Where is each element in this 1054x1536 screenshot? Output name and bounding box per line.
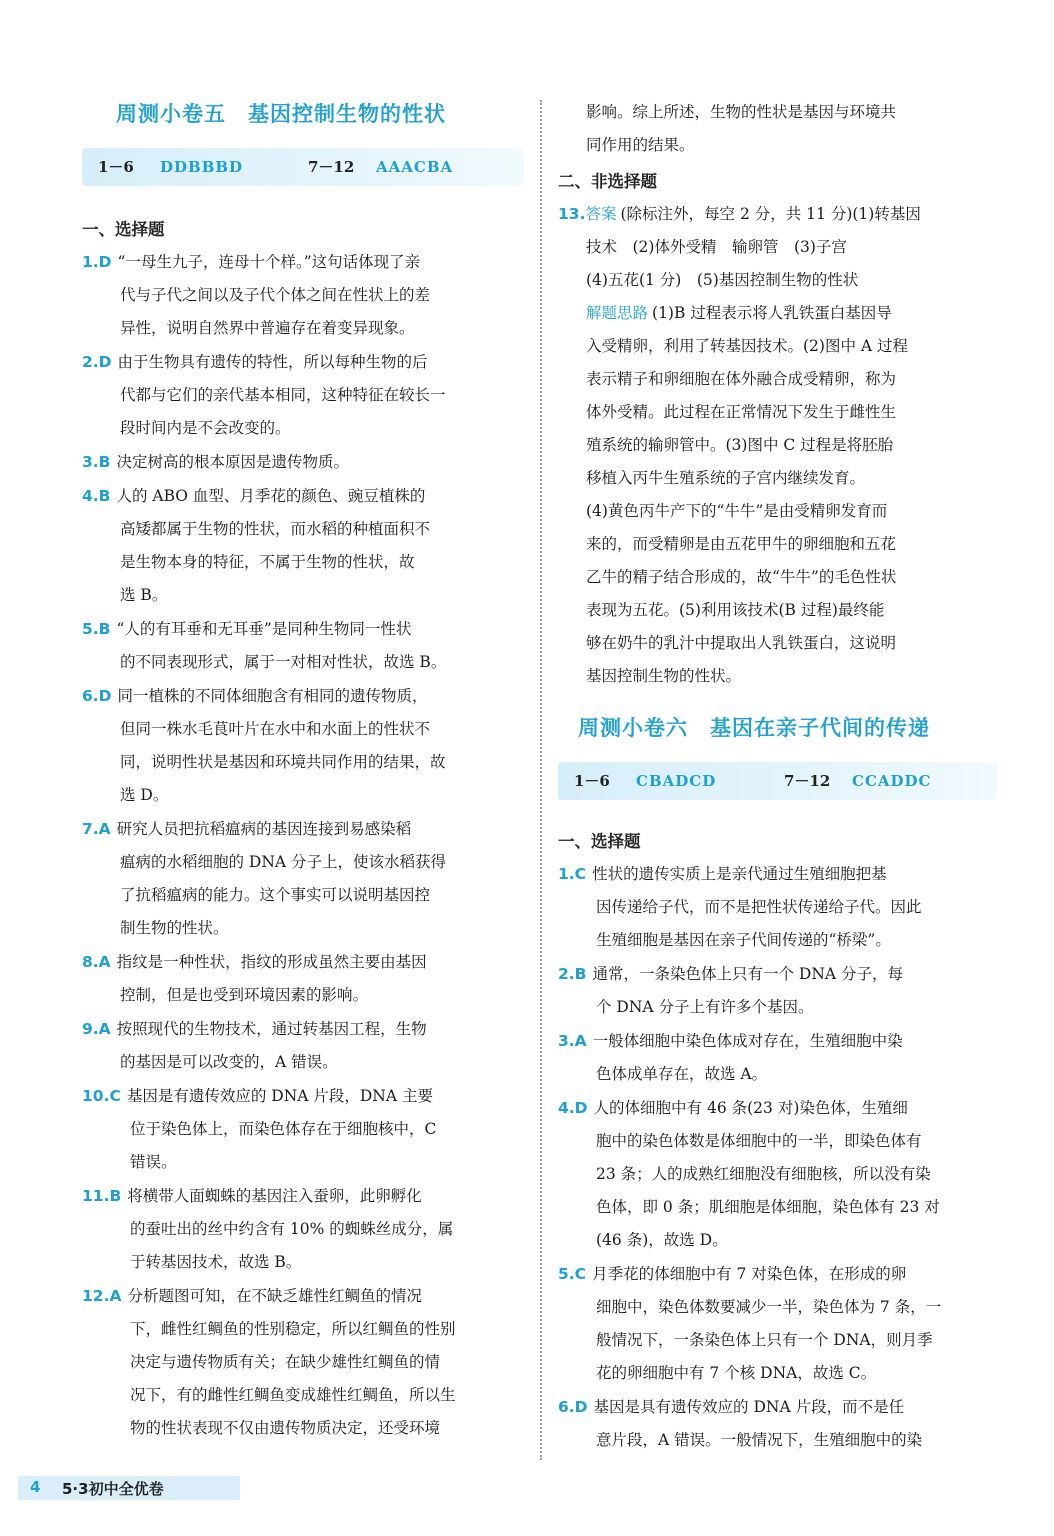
text-line: (4)五花(1 分) (5)基因控制生物的性状	[586, 271, 859, 289]
text-line: 般情况下，一条染色体上只有一个 DNA，则月季	[596, 1331, 933, 1349]
question-number: 5.C	[558, 1265, 587, 1283]
text-seg: 人的 ABO 血型、月季花的颜色、豌豆植株的	[116, 487, 426, 505]
text-line: 技术 (2)体外受精 输卵管 (3)子宫	[586, 238, 847, 256]
text-line	[558, 1092, 1000, 1125]
question-item	[558, 958, 1000, 1024]
text-seg: 一般体细胞中染色体成对存在，生殖细胞中染	[592, 1032, 903, 1050]
question-item	[82, 480, 524, 612]
text-line	[82, 813, 524, 846]
text-line: 表现为五花。(5)利用该技术(B 过程)最终能	[586, 601, 885, 619]
text-line: 代都与它们的亲代基本相同，这种特征在较长一	[120, 386, 446, 404]
question-item	[82, 246, 524, 345]
question-number: 4.B	[82, 487, 111, 505]
section-title-5: 周测小卷五 基因控制生物的性状	[116, 102, 446, 126]
text-line: 高矮都属于生物的性状，而水稻的种植面积不	[120, 520, 431, 538]
question-number: 5.B	[82, 620, 111, 638]
text-line: 表示精子和卵细胞在体外融合成受精卵，称为	[586, 370, 897, 388]
answer-bar-5	[82, 148, 524, 186]
text-line	[82, 346, 524, 379]
question-number: 7.A	[82, 820, 111, 838]
answer-range-1: 1－6	[98, 158, 134, 176]
answer-tag: 答案	[585, 205, 617, 223]
question-number: 3.B	[82, 453, 111, 471]
text-line: 入受精卵，利用了转基因技术。(2)图中 A 过程	[586, 337, 909, 355]
text-line	[82, 946, 524, 979]
text-line: 错误。	[130, 1153, 177, 1171]
text-line: 够在奶牛的乳汁中提取出人乳铁蛋白，这说明	[586, 634, 897, 652]
answer-bar-6	[558, 762, 998, 800]
question-item	[82, 1180, 524, 1279]
text-line: (46 条)，故选 D。	[596, 1231, 728, 1249]
text-seg: 分析题图可知，在不缺乏雄性红鲷鱼的情况	[127, 1287, 422, 1305]
question-number: 9.A	[82, 1020, 111, 1038]
text-line: 选 B。	[120, 586, 168, 604]
text-line: 因传递给子代，而不是把性状传递给子代。因此	[596, 898, 922, 916]
text-line: 物的性状表现不仅由遗传物质决定，还受环境	[130, 1419, 441, 1437]
text-line: 瘟病的水稻细胞的 DNA 分子上，使该水稻获得	[120, 853, 447, 871]
text-seg: 同一植株的不同体细胞含有相同的遗传物质，	[117, 687, 428, 705]
text-line: 乙牛的精子结合形成的，故“牛牛”的毛色性状	[586, 568, 897, 586]
text-line: 胞中的染色体数是体细胞中的一半，即染色体有	[596, 1132, 922, 1150]
text-line: 意片段，A 错误。一般情况下，生殖细胞中的染	[596, 1431, 923, 1449]
answer-range-2: 7－12	[308, 158, 355, 176]
text-line: 生殖细胞是基因在亲子代间传递的“桥梁”。	[596, 931, 891, 949]
text-line: 制生物的性状。	[120, 919, 229, 937]
question-item	[82, 1080, 524, 1179]
brand-name: 5·3初中全优卷	[62, 1480, 164, 1498]
text-line: 体外受精。此过程在正常情况下发生于雌性生	[586, 403, 897, 421]
text-seg: 按照现代的生物技术，通过转基因工程，生物	[116, 1020, 427, 1038]
text-line: 来的，而受精卵是由五花甲牛的卵细胞和五花	[586, 535, 897, 553]
text-seg: “人的有耳垂和无耳垂”是同种生物同一性状	[116, 620, 412, 638]
section-title-6: 周测小卷六 基因在亲子代间的传递	[578, 716, 930, 740]
text-line	[558, 1391, 1000, 1424]
text-line: 于转基因技术，故选 B。	[130, 1253, 302, 1271]
question-item	[82, 1280, 524, 1445]
question-number: 10.C	[82, 1087, 121, 1105]
question-number: 1.C	[558, 865, 587, 883]
text-line	[558, 858, 1000, 891]
text-line	[82, 246, 524, 279]
text-seg: 基因是具有遗传效应的 DNA 片段，而不是任	[593, 1398, 905, 1416]
answer-range-1: 1－6	[574, 772, 610, 790]
text-line: 移植入丙牛生殖系统的子宫内继续发育。	[586, 469, 866, 487]
question-number: 4.D	[558, 1099, 588, 1117]
answer-key-2: AAACBA	[376, 158, 454, 176]
text-seg: 指纹是一种性状，指纹的形成虽然主要由基因	[116, 953, 427, 971]
text-line: 异性，说明自然界中普遍存在着变异现象。	[120, 319, 415, 337]
question-number: 6.D	[558, 1398, 588, 1416]
text-line: 同作用的结果。	[586, 136, 695, 154]
question-number: 2.D	[82, 353, 112, 371]
text-line: 色体成单存在，故选 A。	[596, 1065, 768, 1083]
text-line: 是生物本身的特征，不属于生物的性状，故	[120, 553, 415, 571]
text-seg: (除标注外，每空 2 分，共 11 分)(1)转基因	[620, 205, 921, 223]
text-seg: 性状的遗传实质上是亲代通过生殖细胞把基	[592, 865, 887, 883]
text-line	[558, 1025, 1000, 1058]
text-line	[82, 480, 524, 513]
section-heading-choice: 一、选择题	[82, 220, 165, 239]
explain-tag: 解题思路	[586, 304, 649, 322]
text-seg: (1)B 过程表示将人乳铁蛋白基因导	[652, 304, 892, 322]
text-line	[82, 680, 524, 713]
text-line: 同，说明性状是基因和环境共同作用的结果，故	[120, 753, 446, 771]
text-seg: 月季花的体细胞中有 7 对染色体，在形成的卵	[592, 1265, 907, 1283]
text-line: 代与子代之间以及子代个体之间在性状上的差	[120, 286, 431, 304]
text-line: 控制，但是也受到环境因素的影响。	[120, 986, 369, 1004]
text-line	[558, 958, 1000, 991]
section-heading-choice-6: 一、选择题	[558, 832, 641, 851]
text-seg: “一母生九子，连母十个样。”这句话体现了亲	[117, 253, 421, 271]
text-line	[82, 1080, 524, 1113]
text-line: 色体，即 0 条；肌细胞是体细胞，染色体有 23 对	[596, 1198, 940, 1216]
text-line	[558, 1258, 1000, 1291]
text-line: 的基因是可以改变的，A 错误。	[120, 1053, 338, 1071]
text-line	[558, 198, 1000, 231]
text-seg: 决定树高的根本原因是遗传物质。	[116, 453, 350, 471]
question-item	[82, 346, 524, 445]
text-seg: 基因是有遗传效应的 DNA 片段，DNA 主要	[126, 1087, 433, 1105]
text-line: 基因控制生物的性状。	[586, 667, 742, 685]
question-item	[82, 613, 524, 679]
continued-text	[586, 96, 1000, 162]
text-line: 位于染色体上，而染色体存在于细胞核中，C	[130, 1120, 437, 1138]
question-item	[558, 1391, 1000, 1457]
text-line	[82, 1280, 524, 1313]
question-number: 11.B	[82, 1187, 122, 1205]
question-item	[558, 1025, 1000, 1091]
text-line: (4)黄色丙牛产下的“牛牛”是由受精卵发育而	[586, 502, 888, 520]
question-item	[82, 680, 524, 812]
question-number: 12.A	[82, 1287, 122, 1305]
text-line: 但同一株水毛茛叶片在水中和水面上的性状不	[120, 720, 431, 738]
question-number: 6.D	[82, 687, 112, 705]
question-number: 13.	[558, 205, 586, 223]
column-divider	[540, 100, 542, 1460]
text-line: 的不同表现形式，属于一对相对性状，故选 B。	[120, 653, 447, 671]
question-item	[82, 946, 524, 1012]
question-item	[82, 1013, 524, 1079]
text-line: 的蚕吐出的丝中约含有 10% 的蜘蛛丝成分，属	[130, 1220, 454, 1238]
question-13	[558, 198, 1000, 693]
text-line: 个 DNA 分子上有许多个基因。	[596, 998, 814, 1016]
text-seg: 由于生物具有遗传的特性，所以每种生物的后	[117, 353, 428, 371]
text-line: 下，雌性红鲷鱼的性别稳定，所以红鲷鱼的性别	[130, 1320, 456, 1338]
answer-key-2: CCADDC	[852, 772, 932, 790]
question-number: 2.B	[558, 965, 587, 983]
question-item	[82, 813, 524, 945]
question-item	[558, 1092, 1000, 1257]
question-item	[558, 1258, 1000, 1390]
answer-key-1: DDBBBD	[160, 158, 244, 176]
text-line	[82, 1013, 524, 1046]
question-number: 8.A	[82, 953, 111, 971]
question-number: 1.D	[82, 253, 112, 271]
text-seg: 将横带人面蜘蛛的基因注入蚕卵，此卵孵化	[127, 1187, 422, 1205]
text-line: 况下，有的雌性红鲷鱼变成雄性红鲷鱼，所以生	[130, 1386, 456, 1404]
text-seg: 人的体细胞中有 46 条(23 对)染色体，生殖细	[593, 1099, 908, 1117]
section-heading-nonchoice: 二、非选择题	[558, 172, 657, 191]
text-line	[82, 613, 524, 646]
question-number: 3.A	[558, 1032, 587, 1050]
text-line	[82, 446, 524, 479]
text-line: 影响。综上所述，生物的性状是基因与环境共	[586, 103, 897, 121]
answer-key-1: CBADCD	[636, 772, 717, 790]
text-line: 殖系统的输卵管中。(3)图中 C 过程是将胚胎	[586, 436, 894, 454]
text-line: 细胞中，染色体数要减少一半，染色体为 7 条，一	[596, 1298, 942, 1316]
question-item	[82, 446, 524, 479]
text-line: 了抗稻瘟病的能力。这个事实可以说明基因控	[120, 886, 431, 904]
text-line	[558, 297, 1000, 330]
text-line: 选 D。	[120, 786, 169, 804]
page-number: 4	[30, 1478, 41, 1496]
answer-range-2: 7－12	[784, 772, 831, 790]
text-line: 23 条；人的成熟红细胞没有细胞核，所以没有染	[596, 1165, 931, 1183]
text-line: 段时间内是不会改变的。	[120, 419, 291, 437]
text-line: 决定与遗传物质有关；在缺少雄性红鲷鱼的情	[130, 1353, 441, 1371]
text-line	[82, 1180, 524, 1213]
text-seg: 通常，一条染色体上只有一个 DNA 分子，每	[592, 965, 904, 983]
text-line: 花的卵细胞中有 7 个核 DNA，故选 C。	[596, 1364, 877, 1382]
text-seg: 研究人员把抗稻瘟病的基因连接到易感染稻	[116, 820, 412, 838]
question-item	[558, 858, 1000, 957]
